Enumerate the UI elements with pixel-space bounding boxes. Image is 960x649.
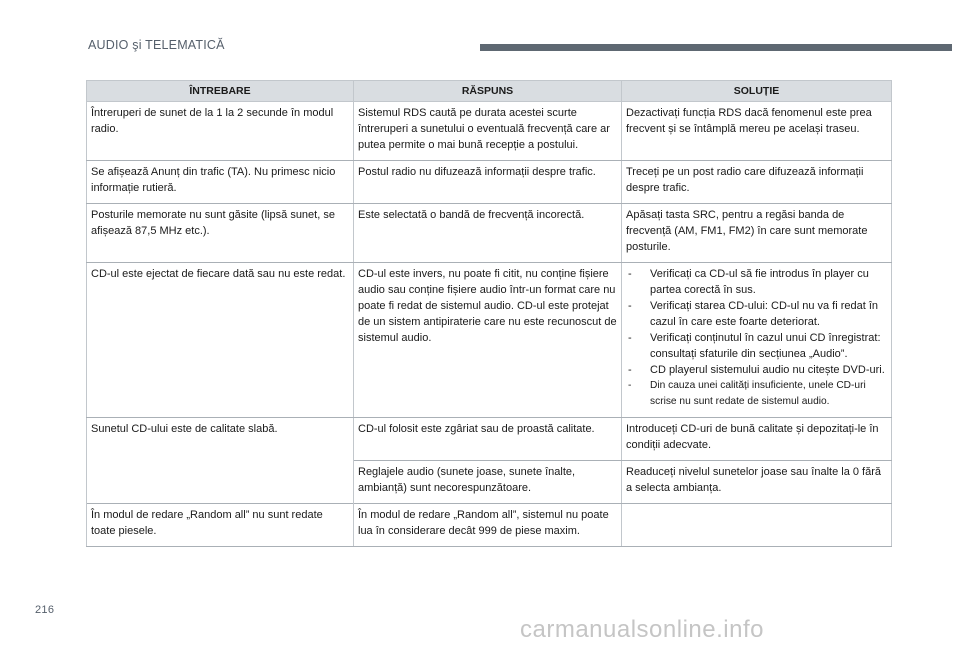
solution-list-item: - Verificați conținutul în cazul unui CD înregistrat: consultați sfaturile din secțiunea „Audio”. — [626, 330, 887, 362]
header-bar — [480, 44, 952, 51]
page-number: 216 — [35, 604, 55, 616]
table-row — [87, 204, 892, 263]
solution-cell — [622, 263, 892, 418]
table-row — [87, 504, 892, 547]
solution-list-item: - Verificați starea CD-ului: CD-ul nu va fi redat în cazul în care este foarte deteriorat. — [626, 298, 887, 330]
answer-cell: Postul radio nu difuzează informații despre trafic. — [354, 161, 622, 204]
solution-cell: Dezactivați funcția RDS dacă fenomenul este prea frecvent și se întâmplă mereu pe același traseu. — [622, 102, 892, 161]
answer-cell: Reglajele audio (sunete joase, sunete înalte, ambianță) sunt necorespunzătoare. — [354, 461, 622, 504]
question-cell: Se afișează Anunț din trafic (TA). Nu primesc nicio informație rutieră. — [87, 161, 354, 204]
question-cell: Întreruperi de sunet de la 1 la 2 secunde în modul radio. — [87, 102, 354, 161]
answer-cell: Este selectată o bandă de frecvență incorectă. — [354, 204, 622, 263]
solution-cell: Introduceți CD-uri de bună calitate și depozitați-le în condiții adecvate. — [622, 418, 892, 461]
solution-list — [626, 266, 887, 410]
question-cell: Posturile memorate nu sunt găsite (lipsă sunet, se afișează 87,5 MHz etc.). — [87, 204, 354, 263]
solution-list-item: - Verificați ca CD-ul să fie introdus în player cu partea corectă în sus. — [626, 266, 887, 298]
section-title: AUDIO şi TELEMATICĂ — [88, 38, 225, 52]
solution-cell — [622, 504, 892, 547]
solution-cell: Readuceți nivelul sunetelor joase sau înalte la 0 fără a selecta ambianța. — [622, 461, 892, 504]
answer-cell: În modul de redare „Random all”, sistemul nu poate lua în considerare decât 999 de piese maxim. — [354, 504, 622, 547]
answer-cell: CD-ul este invers, nu poate fi citit, nu conține fișiere audio sau conține fișiere audio într-un format care nu poate fi redat de sistemul audio. CD-ul este protejat de un sistem antipiraterie care nu este recunoscut de sistemul audio. — [354, 263, 622, 418]
table-row — [87, 263, 892, 418]
table-row — [87, 418, 892, 461]
solution-list-item: - CD playerul sistemului audio nu citește DVD-uri. — [626, 362, 887, 378]
question-cell: Sunetul CD-ului este de calitate slabă. — [87, 418, 354, 504]
troubleshooting-table — [86, 80, 892, 547]
watermark: carmanualsonline.info — [520, 616, 764, 643]
column-header-solution: SOLUȚIE — [622, 81, 892, 102]
question-cell: În modul de redare „Random all” nu sunt redate toate piesele. — [87, 504, 354, 547]
table-header-row — [87, 81, 892, 102]
question-cell: CD-ul este ejectat de fiecare dată sau nu este redat. — [87, 263, 354, 418]
answer-cell: Sistemul RDS caută pe durata acestei scurte întreruperi a sunetului o eventuală frecvență care ar putea permite o mai bună recepție a postului. — [354, 102, 622, 161]
solution-cell: Treceți pe un post radio care difuzează informații despre trafic. — [622, 161, 892, 204]
column-header-answer: RĂSPUNS — [354, 81, 622, 102]
table-row — [87, 161, 892, 204]
table-row — [87, 102, 892, 161]
answer-cell: CD-ul folosit este zgâriat sau de proastă calitate. — [354, 418, 622, 461]
solution-list-item: - Din cauza unei calități insuficiente, unele CD-uri scrise nu sunt redate de sistemul audio. — [626, 378, 887, 410]
solution-cell: Apăsați tasta SRC, pentru a regăsi banda de frecvență (AM, FM1, FM2) în care sunt memorate posturile. — [622, 204, 892, 263]
column-header-question: ÎNTREBARE — [87, 81, 354, 102]
